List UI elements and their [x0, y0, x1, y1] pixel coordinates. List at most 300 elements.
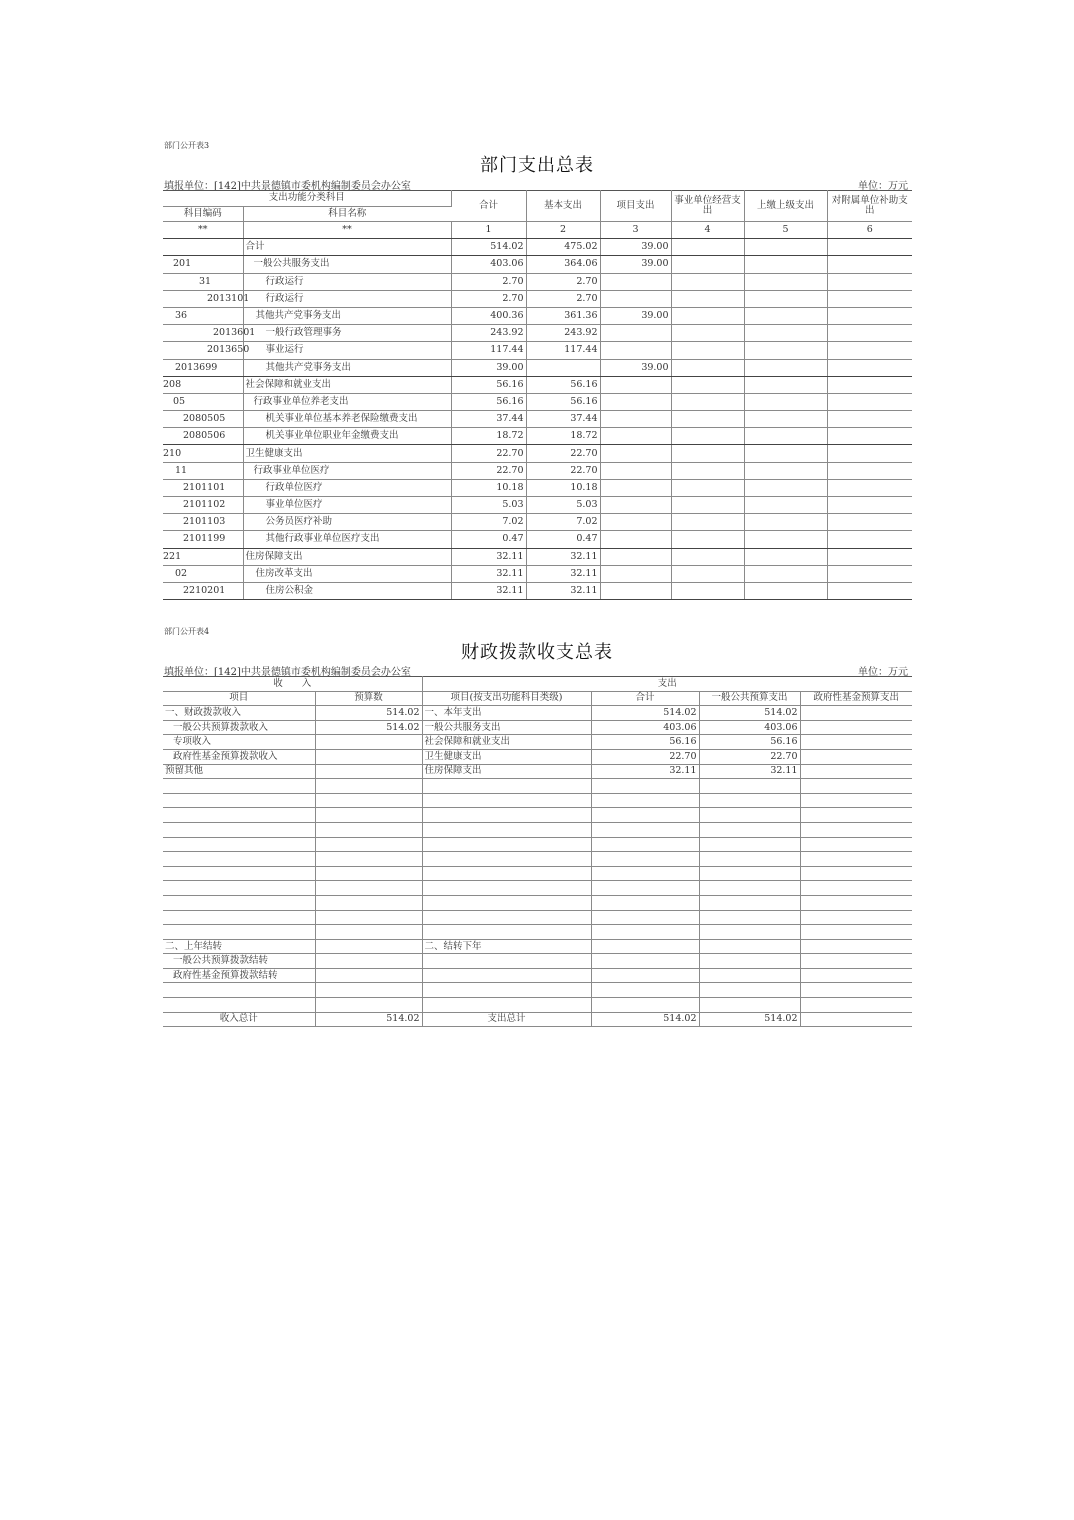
table-row [163, 548, 912, 565]
empty-cell [699, 968, 800, 983]
project-cell [600, 325, 671, 342]
table-row [163, 764, 912, 779]
table-row [163, 706, 912, 721]
total-cell: 10.18 [451, 479, 526, 496]
total-cell: 56.16 [451, 393, 526, 410]
upper-cell [744, 445, 827, 462]
fund-cell [800, 735, 912, 750]
project-cell [600, 462, 671, 479]
total-cell: 5.03 [451, 497, 526, 514]
table-row [163, 735, 912, 750]
empty-row [163, 852, 912, 867]
empty-cell [163, 852, 315, 867]
code-cell: 221 [163, 548, 243, 565]
empty-cell [163, 925, 315, 940]
total-cell: 22.70 [451, 445, 526, 462]
upper-cell [744, 497, 827, 514]
empty-cell [422, 822, 591, 837]
total-cell: 243.92 [451, 325, 526, 342]
empty-cell [800, 983, 912, 998]
table-row [163, 497, 912, 514]
code-cell: 05 [163, 393, 243, 410]
empty-cell [591, 939, 699, 954]
project-cell: 39.00 [600, 239, 671, 256]
name-cell: 公务员医疗补助 [243, 514, 451, 531]
expense-item-cell: 社会保障和就业支出 [422, 735, 591, 750]
upper-cell [744, 342, 827, 359]
expense-item-cell: 一般公共服务支出 [422, 720, 591, 735]
code-cell: 31 [163, 273, 243, 290]
subsidy-cell [827, 445, 912, 462]
business-cell [671, 342, 744, 359]
code-cell: 2101102 [163, 497, 243, 514]
empty-cell [315, 925, 422, 940]
subsidy-cell [827, 479, 912, 496]
upper-cell [744, 376, 827, 393]
code-cell: 2101103 [163, 514, 243, 531]
basic-cell: 7.02 [526, 514, 600, 531]
empty-cell [422, 808, 591, 823]
income-total-label: 收入总计 [163, 1012, 315, 1027]
income-total: 514.02 [315, 1012, 422, 1027]
empty-cell [315, 998, 422, 1013]
business-cell [671, 497, 744, 514]
header-business: 事业单位经营支出 [671, 191, 744, 222]
table-row [163, 531, 912, 548]
empty-cell [422, 793, 591, 808]
table4-unit-label: 单位：万元 [858, 667, 908, 678]
basic-cell: 56.16 [526, 393, 600, 410]
project-cell [600, 514, 671, 531]
name-cell: 住房改革支出 [243, 565, 451, 582]
total-cell: 514.02 [451, 239, 526, 256]
table-row [163, 325, 912, 342]
general-cell: 514.02 [699, 706, 800, 721]
name-cell: 事业单位医疗 [243, 497, 451, 514]
empty-cell [591, 808, 699, 823]
empty-row [163, 793, 912, 808]
empty-cell [163, 983, 315, 998]
empty-cell [315, 954, 422, 969]
fiscal-appropriation-table [163, 676, 912, 1027]
upper-cell [744, 290, 827, 307]
empty-cell [422, 925, 591, 940]
carry-expense-item [422, 954, 591, 969]
total-cell: 403.06 [591, 720, 699, 735]
upper-cell [744, 462, 827, 479]
index-cell: 2 [526, 222, 600, 239]
code-cell [163, 239, 243, 256]
table-row [163, 239, 912, 256]
total-cell: 22.70 [591, 749, 699, 764]
empty-cell [315, 822, 422, 837]
expense-item-cell: 住房保障支出 [422, 764, 591, 779]
subsidy-cell [827, 325, 912, 342]
table4-unit-org: 填报单位：[142]中共景德镇市委机构编制委员会办公室 [164, 667, 411, 678]
fund-cell [800, 720, 912, 735]
total-cell: 117.44 [451, 342, 526, 359]
budget-cell [315, 735, 422, 750]
empty-cell [591, 822, 699, 837]
business-cell [671, 359, 744, 376]
empty-cell [163, 779, 315, 794]
code-cell: 02 [163, 565, 243, 582]
empty-cell [591, 793, 699, 808]
empty-cell [591, 779, 699, 794]
code-cell: 2013699 [163, 359, 243, 376]
business-cell [671, 273, 744, 290]
header-basic: 基本支出 [526, 191, 600, 222]
upper-cell [744, 256, 827, 273]
empty-row [163, 910, 912, 925]
header-fund: 政府性基金预算支出 [800, 691, 912, 706]
total-cell: 400.36 [451, 307, 526, 324]
business-cell [671, 411, 744, 428]
upper-cell [744, 565, 827, 582]
name-cell: 其他共产党事务支出 [243, 307, 451, 324]
header-income: 收 入 [163, 677, 422, 692]
name-cell: 机关事业单位职业年金缴费支出 [243, 428, 451, 445]
subsidy-cell [827, 497, 912, 514]
code-cell: 201 [163, 256, 243, 273]
upper-cell [744, 239, 827, 256]
business-cell [671, 393, 744, 410]
empty-cell [315, 793, 422, 808]
expense-total-label: 支出总计 [422, 1012, 591, 1027]
code-cell: 36 [163, 307, 243, 324]
income-item-cell: 一般公共预算拨款收入 [163, 720, 315, 735]
code-cell: 2013650 [163, 342, 243, 359]
index-cell: 4 [671, 222, 744, 239]
business-cell [671, 290, 744, 307]
header-general: 一般公共预算支出 [699, 691, 800, 706]
empty-cell [422, 910, 591, 925]
table-row [163, 428, 912, 445]
empty-row [163, 998, 912, 1013]
empty-cell [591, 998, 699, 1013]
code-cell: 2101101 [163, 479, 243, 496]
empty-cell [699, 983, 800, 998]
header-subsidy: 对附属单位补助支出 [827, 191, 912, 222]
expense-item-cell: 一、本年支出 [422, 706, 591, 721]
empty-row [163, 983, 912, 998]
name-cell: 其他行政事业单位医疗支出 [243, 531, 451, 548]
project-cell [600, 565, 671, 582]
project-cell: 39.00 [600, 359, 671, 376]
upper-cell [744, 582, 827, 599]
total-cell: 2.70 [451, 273, 526, 290]
code-cell: 2210201 [163, 582, 243, 599]
project-cell [600, 273, 671, 290]
empty-cell [699, 998, 800, 1013]
income-item-cell: 政府性基金预算拨款收入 [163, 749, 315, 764]
carry-income-item: 一般公共预算拨款结转 [163, 954, 315, 969]
total-cell: 2.70 [451, 290, 526, 307]
empty-row [163, 895, 912, 910]
basic-cell: 361.36 [526, 307, 600, 324]
general-total: 514.02 [699, 1012, 800, 1027]
empty-cell [315, 983, 422, 998]
total-cell: 32.11 [451, 548, 526, 565]
total-cell: 39.00 [451, 359, 526, 376]
empty-cell [800, 954, 912, 969]
empty-cell [800, 822, 912, 837]
basic-cell: 5.03 [526, 497, 600, 514]
index-cell: 6 [827, 222, 912, 239]
empty-cell [699, 925, 800, 940]
name-cell: 一般公共服务支出 [243, 256, 451, 273]
empty-cell [800, 925, 912, 940]
empty-cell [315, 837, 422, 852]
empty-cell [315, 852, 422, 867]
total-cell: 32.11 [451, 582, 526, 599]
basic-cell: 32.11 [526, 548, 600, 565]
empty-cell [699, 779, 800, 794]
fund-total [800, 1012, 912, 1027]
empty-row [163, 866, 912, 881]
name-cell: 住房公积金 [243, 582, 451, 599]
total-cell: 0.47 [451, 531, 526, 548]
empty-cell [163, 910, 315, 925]
subsidy-cell [827, 428, 912, 445]
table3-tag: 部门公开表3 [164, 141, 210, 150]
general-cell: 403.06 [699, 720, 800, 735]
total-cell: 514.02 [591, 706, 699, 721]
table-row [163, 393, 912, 410]
empty-cell [800, 808, 912, 823]
header-budget: 预算数 [315, 691, 422, 706]
general-cell: 56.16 [699, 735, 800, 750]
basic-cell: 0.47 [526, 531, 600, 548]
table-row [163, 359, 912, 376]
subsidy-cell [827, 565, 912, 582]
subsidy-cell [827, 376, 912, 393]
basic-cell: 10.18 [526, 479, 600, 496]
empty-cell [591, 866, 699, 881]
subsidy-cell [827, 582, 912, 599]
code-cell: 2013101 [163, 290, 243, 307]
business-cell [671, 307, 744, 324]
header-item: 项目 [163, 691, 315, 706]
empty-cell [422, 779, 591, 794]
name-cell: 机关事业单位基本养老保险缴费支出 [243, 411, 451, 428]
subsidy-cell [827, 256, 912, 273]
empty-cell [800, 793, 912, 808]
header-function-category: 支出功能分类科目 [163, 191, 451, 207]
basic-cell: 22.70 [526, 445, 600, 462]
empty-cell [591, 925, 699, 940]
index-cell: 1 [451, 222, 526, 239]
index-cell: ** [163, 222, 243, 239]
empty-cell [800, 837, 912, 852]
code-cell: 2013601 [163, 325, 243, 342]
empty-cell [315, 895, 422, 910]
header-total: 合计 [591, 691, 699, 706]
carry-income-item: 政府性基金预算拨款结转 [163, 968, 315, 983]
carry-income-item: 二、上年结转 [163, 939, 315, 954]
basic-cell: 475.02 [526, 239, 600, 256]
empty-cell [699, 866, 800, 881]
index-row [163, 222, 912, 239]
basic-cell: 243.92 [526, 325, 600, 342]
empty-cell [315, 910, 422, 925]
empty-cell [315, 968, 422, 983]
empty-row [163, 822, 912, 837]
project-cell [600, 342, 671, 359]
table-row [163, 565, 912, 582]
table-row [163, 307, 912, 324]
subsidy-cell [827, 239, 912, 256]
table3-title: 部门支出总表 [480, 155, 594, 176]
empty-cell [163, 793, 315, 808]
table-row [163, 749, 912, 764]
header-expense: 支出 [422, 677, 912, 692]
empty-cell [699, 837, 800, 852]
empty-cell [163, 822, 315, 837]
project-cell: 39.00 [600, 256, 671, 273]
empty-cell [422, 895, 591, 910]
empty-cell [699, 808, 800, 823]
total-cell: 403.06 [451, 256, 526, 273]
total-cell: 22.70 [451, 462, 526, 479]
empty-cell [800, 939, 912, 954]
upper-cell [744, 359, 827, 376]
business-cell [671, 565, 744, 582]
business-cell [671, 582, 744, 599]
name-cell: 一般行政管理事务 [243, 325, 451, 342]
carry-row [163, 968, 912, 983]
business-cell [671, 514, 744, 531]
upper-cell [744, 428, 827, 445]
carry-expense-item [422, 968, 591, 983]
name-cell: 住房保障支出 [243, 548, 451, 565]
totals-row [163, 1012, 912, 1027]
empty-cell [422, 837, 591, 852]
project-cell [600, 531, 671, 548]
business-cell [671, 239, 744, 256]
index-cell: 5 [744, 222, 827, 239]
upper-cell [744, 307, 827, 324]
name-cell: 行政单位医疗 [243, 479, 451, 496]
budget-cell: 514.02 [315, 720, 422, 735]
empty-row [163, 779, 912, 794]
income-item-cell: 预留其他 [163, 764, 315, 779]
empty-cell [699, 852, 800, 867]
header-name: 科目名称 [243, 206, 451, 222]
empty-cell [699, 895, 800, 910]
business-cell [671, 462, 744, 479]
header-project: 项目支出 [600, 191, 671, 222]
empty-cell [315, 779, 422, 794]
empty-cell [699, 822, 800, 837]
empty-cell [163, 998, 315, 1013]
basic-cell: 32.11 [526, 565, 600, 582]
empty-cell [591, 983, 699, 998]
table-row [163, 720, 912, 735]
basic-cell: 22.70 [526, 462, 600, 479]
upper-cell [744, 393, 827, 410]
basic-cell [526, 359, 600, 376]
empty-cell [163, 895, 315, 910]
index-cell: 3 [600, 222, 671, 239]
empty-cell [315, 939, 422, 954]
total-cell: 56.16 [591, 735, 699, 750]
basic-cell: 364.06 [526, 256, 600, 273]
table-row [163, 462, 912, 479]
empty-cell [315, 881, 422, 896]
empty-cell [422, 881, 591, 896]
upper-cell [744, 548, 827, 565]
total-cell: 32.11 [451, 565, 526, 582]
budget-cell [315, 764, 422, 779]
fund-cell [800, 706, 912, 721]
table4-title: 财政拨款收支总表 [461, 642, 613, 663]
header-expense-item: 项目(按支出功能科目类级) [422, 691, 591, 706]
code-cell: 208 [163, 376, 243, 393]
header-upper: 上缴上级支出 [744, 191, 827, 222]
table-row [163, 514, 912, 531]
table3-unit-org: 填报单位：[142]中共景德镇市委机构编制委员会办公室 [164, 181, 411, 192]
business-cell [671, 531, 744, 548]
empty-cell [591, 881, 699, 896]
table4-tag: 部门公开表4 [164, 627, 210, 636]
table-row [163, 582, 912, 599]
basic-cell: 37.44 [526, 411, 600, 428]
total-cell: 56.16 [451, 376, 526, 393]
name-cell: 社会保障和就业支出 [243, 376, 451, 393]
subsidy-cell [827, 548, 912, 565]
upper-cell [744, 411, 827, 428]
empty-cell [163, 837, 315, 852]
name-cell: 其他共产党事务支出 [243, 359, 451, 376]
business-cell [671, 325, 744, 342]
carry-row [163, 954, 912, 969]
total-cell: 32.11 [591, 764, 699, 779]
upper-cell [744, 273, 827, 290]
index-cell: ** [243, 222, 451, 239]
empty-cell [163, 808, 315, 823]
empty-row [163, 925, 912, 940]
fund-cell [800, 749, 912, 764]
empty-cell [315, 808, 422, 823]
business-cell [671, 256, 744, 273]
upper-cell [744, 531, 827, 548]
business-cell [671, 445, 744, 462]
basic-cell: 2.70 [526, 290, 600, 307]
subsidy-cell [827, 290, 912, 307]
empty-row [163, 837, 912, 852]
upper-cell [744, 514, 827, 531]
project-cell [600, 376, 671, 393]
empty-cell [163, 881, 315, 896]
empty-cell [591, 910, 699, 925]
general-cell: 32.11 [699, 764, 800, 779]
empty-cell [315, 866, 422, 881]
empty-cell [699, 939, 800, 954]
total-cell: 18.72 [451, 428, 526, 445]
empty-cell [800, 910, 912, 925]
subsidy-cell [827, 514, 912, 531]
empty-cell [591, 968, 699, 983]
carry-row [163, 939, 912, 954]
table-row [163, 445, 912, 462]
code-cell: 2080506 [163, 428, 243, 445]
basic-cell: 2.70 [526, 273, 600, 290]
name-cell: 合计 [243, 239, 451, 256]
basic-cell: 56.16 [526, 376, 600, 393]
table-row [163, 342, 912, 359]
name-cell: 行政事业单位养老支出 [243, 393, 451, 410]
